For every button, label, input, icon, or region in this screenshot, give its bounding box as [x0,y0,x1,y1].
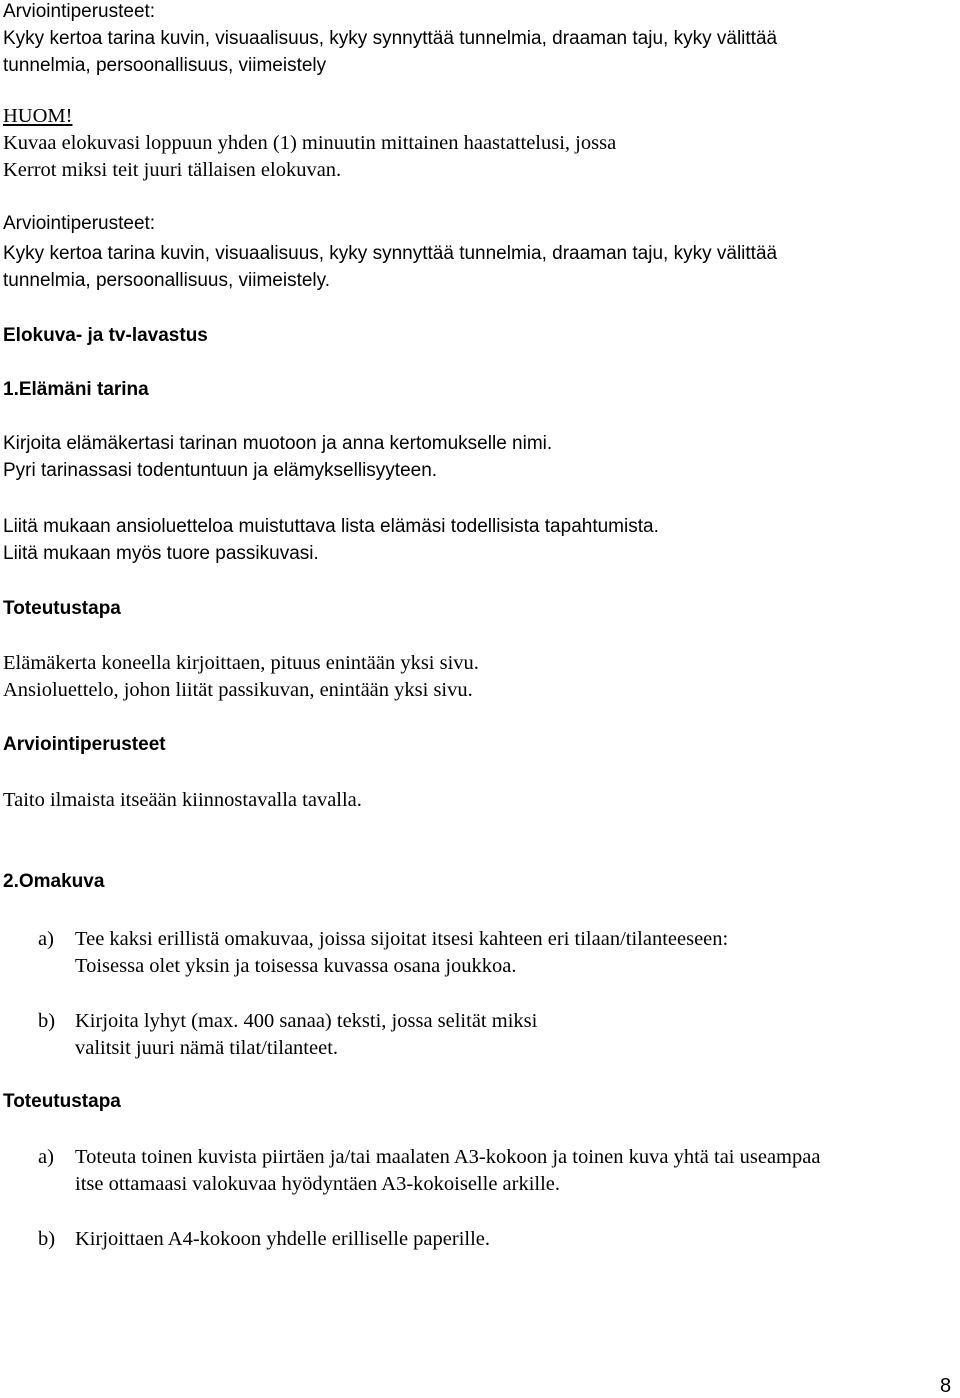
task1-criteria-text: Taito ilmaista itseään kiinnostavalla tavalla. [3,789,362,811]
list-item-line: Kirjoita lyhyt (max. 400 sanaa) teksti, jossa selität miksi [75,1010,538,1032]
criteria-text-line: Kyky kertoa tarina kuvin, visuaalisuus, kyky synnyttää tunnelmia, draaman taju, kyky välittää [3,243,778,264]
list-item-line: Toisessa olet yksin ja toisessa kuvassa osana joukkoa. [75,955,517,977]
list-item-line: Tee kaksi erillistä omakuvaa, joissa sijoitat itsesi kahteen eri tilaan/tilanteeseen: [75,928,729,950]
criteria-heading-2: Arviointiperusteet: [3,213,156,234]
task1-method-line: Elämäkerta koneella kirjoittaen, pituus enintään yksi sivu. [3,652,479,674]
task1-text-line: Pyri tarinassasi todentuntuun ja elämyksellisyyteen. [3,460,438,481]
task1-text-line: Liitä mukaan ansioluetteloa muistuttava lista elämäsi todellisista tapahtumista. [3,516,659,537]
list-item-line: itse ottamaasi valokuvaa hyödyntäen A3-kokoiselle arkille. [75,1173,561,1195]
list-marker: b) [38,1010,56,1032]
list-marker: a) [38,928,54,950]
task2-title: 2.Omakuva [3,871,105,892]
huom-text-line: Kuvaa elokuvasi loppuun yhden (1) minuutin mittainen haastattelusi, jossa [3,132,617,154]
task1-method-line: Ansioluettelo, johon liität passikuvan, enintään yksi sivu. [3,679,473,701]
list-item-line: Kirjoittaen A4-kokoon yhdelle erilliselle paperille. [75,1228,491,1250]
criteria-text-line: Kyky kertoa tarina kuvin, visuaalisuus, kyky synnyttää tunnelmia, draaman taju, kyky välittää [3,28,778,49]
huom-text-line: Kerrot miksi teit juuri tällaisen elokuvan. [3,159,342,181]
huom-label: HUOM! [3,105,73,127]
task1-criteria-heading: Arviointiperusteet [3,734,166,755]
list-marker: a) [38,1146,54,1168]
task1-text-line: Kirjoita elämäkertasi tarinan muotoon ja anna kertomukselle nimi. [3,433,553,454]
task1-text-line: Liitä mukaan myös tuore passikuvasi. [3,543,319,564]
task2-method-heading: Toteutustapa [3,1091,121,1112]
criteria-text-line: tunnelmia, persoonallisuus, viimeistely [3,55,327,76]
task1-method-heading: Toteutustapa [3,598,121,619]
criteria-text-line: tunnelmia, persoonallisuus, viimeistely. [3,270,331,291]
criteria-heading-1: Arviointiperusteet: [3,1,156,22]
page-number: 8 [940,1375,952,1397]
list-item-line: valitsit juuri nämä tilat/tilanteet. [75,1037,339,1059]
section-title: Elokuva- ja tv-lavastus [3,325,208,346]
list-marker: b) [38,1228,56,1250]
list-item-line: Toteuta toinen kuvista piirtäen ja/tai maalaten A3-kokoon ja toinen kuva yhtä tai useampaa [75,1146,821,1168]
task1-title: 1.Elämäni tarina [3,379,149,400]
